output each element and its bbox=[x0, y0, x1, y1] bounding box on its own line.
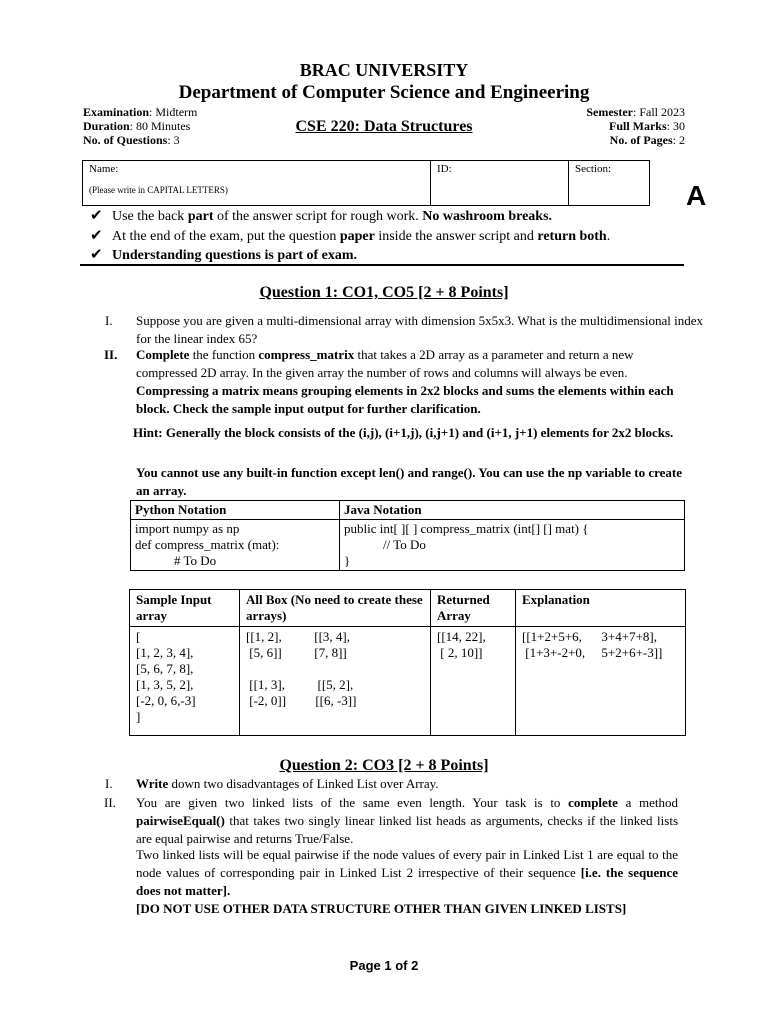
exam-type: Examination: Midterm bbox=[83, 105, 198, 119]
instruction-3: ✔ Understanding questions is part of exam. bbox=[90, 245, 358, 263]
sample-input-cell: [ [1, 2, 3, 4], [5, 6, 7, 8], [1, 3, 5, 2], [-2, 0, 6,-3] ] bbox=[130, 627, 240, 736]
q1-part-ii-number: II. bbox=[104, 347, 118, 362]
exam-duration: Duration: 80 Minutes bbox=[83, 119, 191, 133]
python-code: import numpy as np def compress_matrix (mat): # To Do bbox=[131, 520, 340, 571]
divider bbox=[80, 264, 684, 266]
code-notation-table bbox=[130, 500, 685, 571]
section-field[interactable]: Section: bbox=[569, 161, 650, 206]
university-name: BRAC UNIVERSITY bbox=[299, 60, 469, 80]
sample-explanation-cell: [[1+2+5+6, 3+4+7+8], [1+3+-2+0, 5+2+6+-3]] bbox=[516, 627, 686, 736]
sample-header-input: Sample Input array bbox=[130, 590, 240, 627]
name-note: (Please write in CAPITAL LETTERS) bbox=[89, 185, 228, 195]
q1-part-ii-text: Complete the function compress_matrix that takes a 2D array as a parameter and return a new compressed 2D array. In the given array the number of rows and columns will always be even. Compressing a matrix means grouping elements in 2x2 blocks and sums the elements within each block. Check the sample input output for further clarification. bbox=[136, 347, 674, 416]
sample-header-explanation: Explanation bbox=[516, 590, 686, 627]
student-info-box bbox=[82, 160, 650, 206]
name-field[interactable]: Name: (Please write in CAPITAL LETTERS) bbox=[83, 161, 431, 206]
question-1-title: Question 1: CO1, CO5 [2 + 8 Points] bbox=[259, 284, 509, 301]
question-count: No. of Questions: 3 bbox=[83, 133, 180, 147]
page-number: Page 1 of 2 bbox=[349, 958, 419, 973]
sample-header-boxes: All Box (No need to create these arrays) bbox=[240, 590, 431, 627]
java-header: Java Notation bbox=[340, 501, 685, 520]
sample-boxes-cell: [[1, 2], [[3, 4], [5, 6]] [7, 8]] [[1, 3], [[5, 2], [-2, 0]] [[6, -3]] bbox=[240, 627, 431, 736]
q2-pairwise-definition: Two linked lists will be equal pairwise if the node values of every pair in Linked List 1 are equal to the node values of corresponding pair in Linked List 2 irrespective of their sequence [i.e. the sequence does not matter]. bbox=[136, 847, 678, 898]
check-icon: ✔ bbox=[90, 206, 103, 224]
id-field[interactable]: ID: bbox=[431, 161, 569, 206]
check-icon: ✔ bbox=[90, 245, 103, 263]
check-icon: ✔ bbox=[90, 226, 103, 244]
instruction-2: ✔ At the end of the exam, put the question paper inside the answer script and return both. bbox=[90, 226, 611, 244]
q1-part-i-number: I. bbox=[105, 313, 113, 328]
course-title: CSE 220: Data Structures bbox=[295, 118, 473, 135]
q1-hint: Hint: Generally the block consists of the (i,j), (i+1,j), (i,j+1) and (i+1, j+1) elements for 2x2 blocks. bbox=[133, 425, 674, 440]
department-name: Department of Computer Science and Engineering bbox=[178, 82, 590, 103]
instruction-1: ✔ Use the back part of the answer script for rough work. No washroom breaks. bbox=[90, 206, 553, 224]
q2-part-ii-text: You are given two linked lists of the same even length. Your task is to complete a method pairwiseEqual() that takes two singly linear linked list heads as arguments, checks if the linked lists are equal pairwise and returns True/False. bbox=[136, 795, 678, 846]
page-count: No. of Pages: 2 bbox=[609, 133, 685, 147]
java-code: public int[ ][ ] compress_matrix (int[] [] mat) { // To Do } bbox=[340, 520, 685, 571]
question-set-letter: A bbox=[686, 180, 707, 211]
sample-header-returned: Returned Array bbox=[431, 590, 516, 627]
q1-part-i-text: Suppose you are given a multi-dimensional array with dimension 5x5x3. What is the multidimensional index for the linear index 65? bbox=[136, 313, 703, 346]
full-marks: Full Marks: 30 bbox=[608, 119, 685, 133]
sample-returned-cell: [[14, 22], [ 2, 10]] bbox=[431, 627, 516, 736]
q1-note: You cannot use any built-in function except len() and range(). You can use the np variable to create an array. bbox=[136, 465, 683, 498]
python-header: Python Notation bbox=[131, 501, 340, 520]
q2-part-i-number: I. bbox=[105, 776, 113, 791]
q2-part-ii-number: II. bbox=[104, 795, 116, 810]
q2-part-i-text: Write down two disadvantages of Linked List over Array. bbox=[136, 776, 439, 791]
q2-constraint: [DO NOT USE OTHER DATA STRUCTURE OTHER THAN GIVEN LINKED LISTS] bbox=[136, 901, 627, 916]
sample-io-table bbox=[129, 589, 686, 736]
question-2-title: Question 2: CO3 [2 + 8 Points] bbox=[279, 757, 489, 774]
semester: Semester: Fall 2023 bbox=[586, 105, 685, 119]
